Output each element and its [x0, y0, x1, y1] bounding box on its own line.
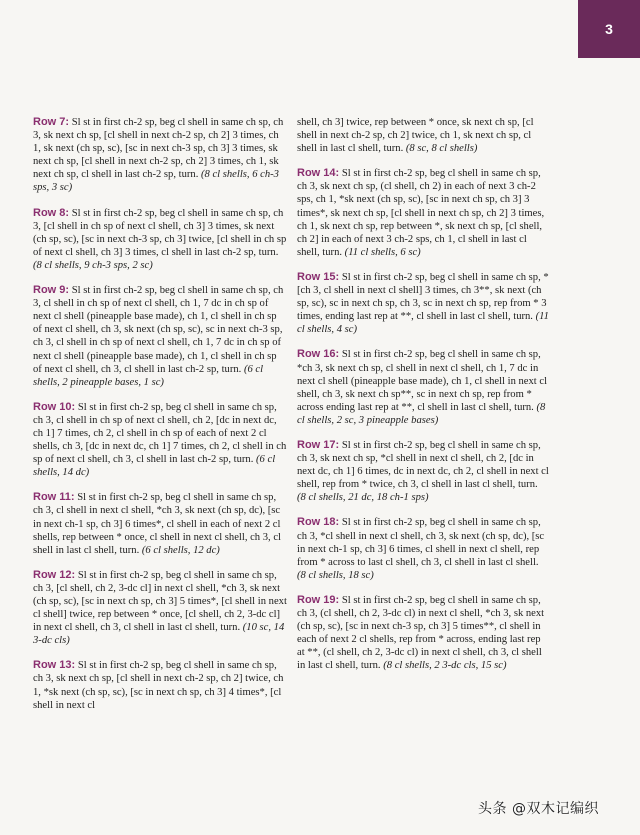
row-stitch-count: (6 cl shells, 2 pineapple bases, 1 sc): [33, 363, 264, 388]
pattern-row-7: [33, 116, 287, 195]
row-label: Row 19:: [297, 593, 340, 606]
pattern-row-13: [33, 659, 287, 711]
row-stitch-count: (10 sc, 14 3-dc cls): [33, 622, 285, 647]
pattern-row-16: [297, 348, 549, 427]
row-label: Row 11:: [33, 491, 75, 504]
row-label: Row 12:: [33, 568, 76, 581]
page-number: 3: [605, 21, 613, 37]
watermark: 头条 @双木记编织: [478, 801, 599, 817]
row-instructions: Sl st in first ch-2 sp, beg cl shell in same ch sp, ch 3, sk next ch sp, [cl shell in next ch-2 sp, ch 2] 3 times, ch 1, sk next (ch sp, sc), [sc in next ch-3 sp, ch 3] 3 times, sk next ch sp, [cl shell in next ch-2 sp, ch 2] 3 times, ch 1, sk next ch sp, cl shell in last ch-2 sp, turn.: [33, 117, 284, 181]
row-instructions: Sl st in first ch-2 sp, beg cl shell in same ch sp, *ch 3, sk next ch sp, cl shell in next cl shell, ch 1, 7 dc in next cl shell (pineapple base made), ch 1, cl shell in next cl shell, ch 3, sk next ch sp**, sc in next ch sp, rep from * across ending last rep at **, cl shell in last cl shell, turn.: [297, 349, 548, 413]
row-label: Row 8:: [33, 206, 70, 219]
row-label: Row 7:: [33, 116, 70, 128]
row-stitch-count: (8 cl shells, 2 sc, 3 pineapple bases): [297, 401, 546, 426]
row-instructions: Sl st in first ch-2 sp, beg cl shell in same ch sp, ch 3, (cl shell, ch 2, 3-dc cl) in next cl shell, *ch 3, sk next (ch sp, sc), [sc in next ch-3 sp, ch 3] 5 times**, cl shell in each of next 2 cl shells, rep from * across, ending last rep at **, (cl shell, ch 2, 3-dc cl) in next cl shell, ch 3, cl shell in last cl shell, turn.: [297, 594, 545, 672]
pattern-row-15: [297, 271, 549, 336]
row-label: Row 18:: [297, 516, 340, 529]
row-label: Row 10:: [33, 400, 76, 413]
row-instructions: Sl st in first ch-2 sp, beg cl shell in same ch sp, ch 3, cl shell in ch sp of next cl shell, ch 1, 7 dc in ch sp of next cl shell (pineapple base made), ch 1, cl shell in ch sp of next cl shell, ch 3, sk next (ch sp, sc), sc in next ch-3 sp, ch 3, cl shell in ch sp of next cl shell, ch 1, 7 dc in ch sp of next cl shell (pineapple base made), ch 1, cl shell in ch sp of next cl shell, ch 3, cl shell in last ch-2 sp, turn.: [33, 285, 284, 375]
row-instructions: Sl st in first ch-2 sp, beg cl shell in same ch sp, ch 3, cl shell in ch sp of next cl shell, ch 2, [dc in next dc, ch 1] 7 times, ch 2, cl shell in ch sp of each of next 2 cl shells, ch 3, [dc in next dc, ch 1] 7 times, ch 2, cl shell in ch sp of next cl shell, ch 3, cl shell in last ch-2 sp, turn.: [33, 401, 287, 466]
row-stitch-count: (6 cl shells, 14 dc): [33, 454, 276, 479]
page-number-tab: [578, 0, 640, 58]
row-stitch-count: (8 cl shells, 6 ch-3 sps, 3 sc): [33, 169, 279, 194]
pattern-row-19: [297, 594, 549, 673]
pattern-row-8: [33, 207, 287, 272]
left-column: [33, 116, 287, 724]
pattern-row-14: [297, 167, 549, 259]
row-stitch-count: (6 cl shells, 12 dc): [141, 544, 220, 556]
row-instructions: Sl st in first ch-2 sp, beg cl shell in same ch sp, ch 3, *cl shell in next cl shell, ch 3, sk next (ch sp, dc), [sc in next ch-1 sp, ch 3] 6 times, cl shell in next cl shell, rep from * across to last cl shell, ch 3, cl shell in last cl shell.: [297, 517, 545, 568]
row-label: Row 13:: [33, 659, 76, 672]
row-stitch-count: (8 sc, 8 cl shells): [405, 143, 478, 155]
row-label: Row 9:: [33, 284, 70, 297]
row-stitch-count: (11 cl shells, 4 sc): [297, 311, 549, 336]
pattern-row-11: [33, 491, 287, 556]
row-label: Row 14:: [297, 167, 340, 180]
row-instructions: Sl st in first ch-2 sp, beg cl shell in same ch sp, ch 3, cl shell in next cl shell, *ch 3, sk next (ch sp, dc), [sc in next ch-1 sp, ch 3] 6 times*, cl shell in each of next 2 cl shells, rep between * once, cl shell in next cl shell, ch 3, cl shell in last cl shell, turn.: [33, 492, 281, 556]
pattern-row-17: [297, 439, 549, 504]
pattern-row-12: [33, 569, 287, 648]
pattern-row-10: [33, 401, 287, 480]
row-instructions: shell, ch 3] twice, rep between * once, sk next ch sp, [cl shell in next ch-2 sp, ch 2] twice, ch 1, sk next ch sp, cl shell in last cl shell, turn.: [297, 117, 534, 155]
row-stitch-count: (8 cl shells, 21 dc, 18 ch-1 sps): [297, 492, 429, 504]
row-instructions: Sl st in first ch-2 sp, beg cl shell in same ch sp, ch 3, sk next ch sp, *cl shell in next cl shell, ch 2, [dc in next dc, ch 1] 6 times, dc in next dc, ch 2, cl shell in next cl shell, rep from * twice, ch 3, cl shell in last cl shell, turn.: [297, 439, 549, 491]
pattern-row-9: [33, 284, 287, 389]
row-stitch-count: (8 cl shells, 18 sc): [297, 569, 374, 581]
row-stitch-count: (8 cl shells, 9 ch-3 sps, 2 sc): [33, 259, 153, 271]
row-instructions: Sl st in first ch-2 sp, beg cl shell in same ch sp, *[ch 3, cl shell in next cl shell] 3 times, ch 3**, sk next (ch sp, sc), sc in next ch sp, ch 3, sc in next ch sp, rep from * 3 times, ending last rep at **, cl shell in last cl shell, turn.: [297, 271, 549, 323]
pattern-row-18: [297, 516, 549, 581]
row-label: Row 15:: [297, 270, 340, 283]
row-instructions: Sl st in first ch-2 sp, beg cl shell in same ch sp, ch 3, sk next ch sp, [cl shell in next ch-2 sp, ch 2] twice, ch 1, *sk next (ch sp, sc), [sc in next ch sp, ch 3] 4 times*, [cl shell in next cl: [33, 660, 284, 711]
right-column: [297, 116, 549, 684]
row-instructions: Sl st in first ch-2 sp, beg cl shell in same ch sp, ch 3, sk next ch sp, (cl shell, ch 2) in each of next 3 ch-2 sps, ch 1, *sk next (ch sp, sc), [sc in next ch sp, ch 3] 3 times*, sk next ch sp, [cl shell in next ch sp, ch 2] 3 times, ch 1, sk next ch sp, rep between *, sk next ch sp, [cl shell, ch 2] in each of next 3 ch-2 sps, ch 1, cl shell in last cl shell, turn.: [297, 168, 545, 258]
row-stitch-count: (8 cl shells, 2 3-dc cls, 15 sc): [383, 660, 507, 672]
row-label: Row 16:: [297, 348, 340, 361]
row-instructions: Sl st in first ch-2 sp, beg cl shell in same ch sp, ch 3, [cl shell in ch sp of next cl shell, ch 3] 3 times, sk next (ch sp, sc), [sc in next ch-3 sp, ch 3] twice, [cl shell in ch sp of next cl shell, ch 3] 3 times, cl shell in last ch-2 sp, turn.: [33, 207, 287, 258]
row-label: Row 17:: [297, 438, 340, 451]
pattern-row-13-continued: [297, 116, 549, 155]
row-stitch-count: (11 cl shells, 6 sc): [344, 246, 421, 258]
row-instructions: Sl st in first ch-2 sp, beg cl shell in same ch sp, ch 3, [cl shell, ch 2, 3-dc cl] in next cl shell, *ch 3, sk next (ch sp, sc), [sc in next ch sp, ch 3] 5 times*, [cl shell in next cl shell] twice, rep between * once, [cl shell, ch 2, 3-dc cl] in next cl shell, ch 3, cl shell in last cl shell, turn.: [33, 569, 287, 634]
